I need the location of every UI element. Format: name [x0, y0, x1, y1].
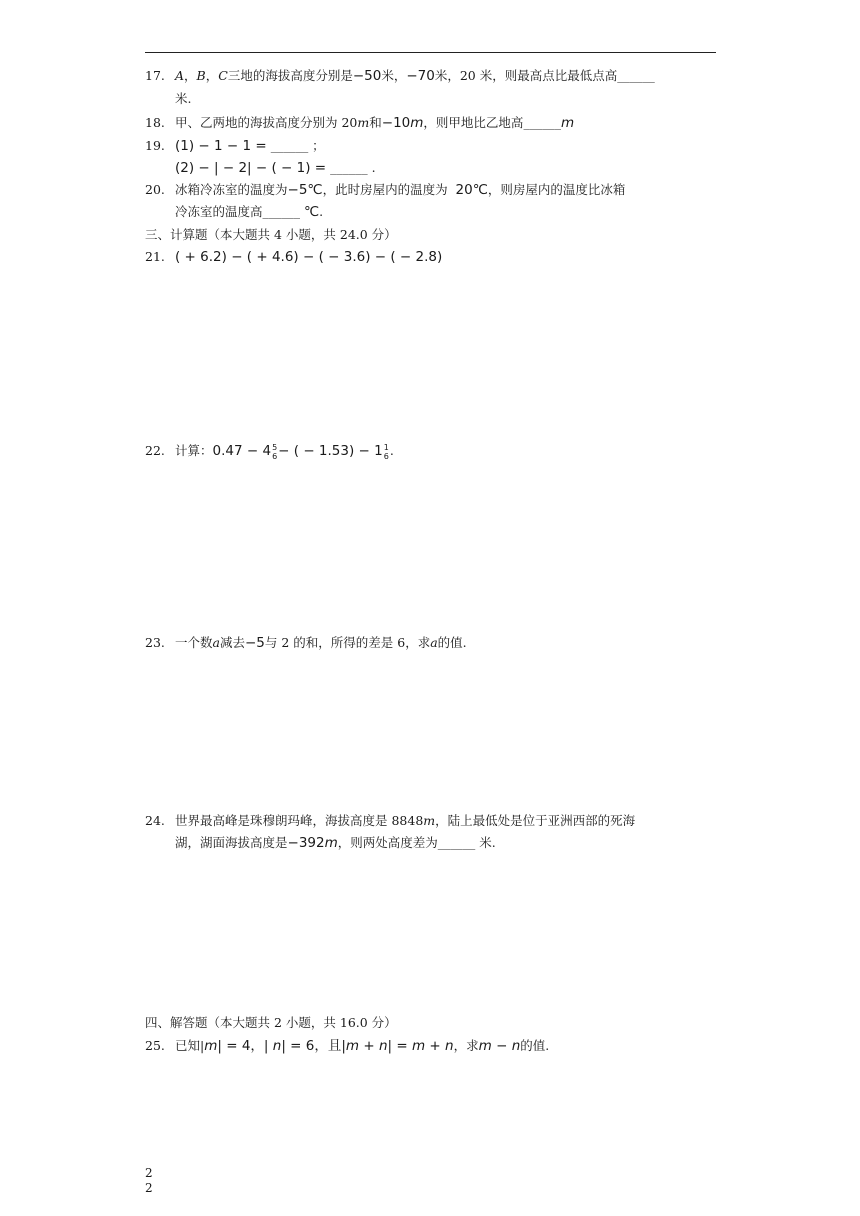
var-n: n — [378, 1038, 388, 1054]
question-text — [175, 114, 574, 132]
question-19-part-2 — [175, 159, 376, 177]
text-fragment: 的值. — [520, 1038, 550, 1053]
text-fragment: − — [491, 1038, 512, 1054]
text-fragment: 米，20 米，则最高点比最低点高 — [434, 68, 618, 83]
question-24-line2 — [175, 834, 496, 852]
text-fragment: ，此时房屋内的温度为 — [322, 182, 448, 197]
fraction-denominator: 6 — [272, 451, 278, 461]
fraction-denominator: 6 — [383, 451, 389, 461]
text-fragment: ，则房屋内的温度比冰箱 — [487, 182, 626, 197]
question-number: 20. — [145, 182, 165, 197]
math-value: −5℃ — [287, 182, 323, 198]
var-m: m — [411, 1038, 426, 1054]
question-number: 18. — [145, 115, 165, 130]
text-fragment: 与 2 的和，所得的差是 6，求 — [264, 635, 431, 650]
text-fragment: | = — [387, 1038, 412, 1054]
question-20-line2 — [175, 203, 323, 221]
text-fragment: . — [389, 443, 394, 458]
unit: m — [423, 813, 436, 828]
text-fragment: 甲、乙两地的海拔高度分别为 20 — [175, 115, 358, 130]
var-b: B — [196, 68, 206, 83]
section-heading-3: 三、计算题（本大题共 4 小题，共 24.0 分） — [145, 227, 397, 242]
text-fragment: | = 4，| — [217, 1038, 273, 1054]
text-fragment: ， — [205, 68, 219, 83]
unit: m — [560, 115, 575, 131]
var-a: a — [212, 635, 220, 650]
answer-blank[interactable]: ______ — [523, 115, 561, 130]
unit: m — [357, 115, 370, 130]
math-value: −50 — [352, 68, 382, 84]
text-fragment: . — [371, 160, 376, 175]
unit: m — [324, 835, 338, 851]
question-text — [175, 812, 635, 830]
question-number: 24. — [145, 813, 165, 828]
math-expression: (1) − 1 − 1 = — [175, 138, 267, 154]
math-value: −70 — [406, 68, 435, 84]
question-number: 25. — [145, 1038, 165, 1053]
question-text — [175, 442, 394, 461]
var-n: n — [511, 1038, 521, 1054]
var-m: m — [478, 1038, 492, 1054]
text-fragment: 三地的海拔高度分别是 — [227, 68, 353, 83]
answer-blank[interactable]: ______ — [270, 138, 309, 153]
fraction — [384, 443, 389, 461]
text-fragment: ，陆上最低处是位于亚洲西部的死海 — [435, 813, 636, 828]
section-heading-4: 四、解答题（本大题共 2 小题，共 16.0 分） — [145, 1015, 397, 1030]
math-value: 20℃ — [455, 182, 488, 198]
text-fragment: 已知| — [175, 1038, 205, 1053]
math-value: −10 — [381, 115, 411, 131]
question-number: 17. — [145, 68, 165, 83]
text-fragment: ， — [184, 68, 197, 83]
math-expression: − ( − 1.53) − 1 — [278, 443, 383, 459]
text-fragment: 冷冻室的温度高 — [175, 204, 263, 219]
text-fragment: ，则甲地比乙地高 — [423, 115, 524, 130]
var-m: m — [345, 1038, 360, 1054]
text-fragment: . — [319, 204, 324, 219]
question-number: 19. — [145, 138, 165, 153]
page-number-bottom: 2 — [145, 1181, 153, 1195]
text-fragment: 冰箱冷冻室的温度为 — [175, 182, 288, 197]
question-text — [175, 67, 655, 85]
answer-blank[interactable]: ______ — [262, 204, 301, 219]
fraction — [272, 443, 277, 461]
math-value: −5 — [244, 635, 265, 651]
var-a: a — [430, 635, 438, 650]
var-n: n — [445, 1038, 454, 1054]
question-17-line2: 米. — [175, 91, 192, 106]
question-text — [175, 634, 467, 652]
question-number: 23. — [145, 635, 165, 650]
fraction-numerator: 5 — [272, 442, 278, 452]
question-text — [175, 181, 625, 199]
text-fragment: 和 — [369, 115, 382, 130]
question-text — [175, 1037, 549, 1055]
text-fragment: 减去 — [219, 635, 245, 650]
text-fragment: ，求 — [453, 1038, 479, 1053]
math-value: ℃ — [304, 204, 320, 220]
text-fragment: 计算： — [175, 443, 213, 458]
math-value: −392 — [287, 835, 325, 851]
math-expression: ( + 6.2) − ( + 4.6) − ( − 3.6) − ( − 2.8) — [175, 249, 443, 265]
var-n: n — [272, 1038, 282, 1054]
text-fragment: 世界最高峰是珠穆朗玛峰，海拔高度是 8848 — [175, 813, 424, 828]
text-fragment: ； — [312, 138, 325, 153]
text-fragment: ，则两处高度差为 — [337, 835, 438, 850]
text-fragment: + — [425, 1038, 446, 1054]
math-expression: (2) − | − 2| − ( − 1) = — [175, 160, 327, 176]
question-number: 22. — [145, 443, 165, 458]
text-fragment: 一个数 — [175, 635, 213, 650]
page-number-top: 2 — [145, 1166, 153, 1180]
var-c: C — [218, 68, 228, 83]
text-fragment: 米. — [479, 835, 496, 850]
text-fragment: + — [359, 1038, 379, 1054]
fraction-numerator: 1 — [383, 442, 389, 452]
text-fragment: | = 6，且| — [281, 1038, 346, 1054]
text-fragment: 的值. — [437, 635, 467, 650]
answer-blank[interactable]: ______ — [617, 68, 655, 83]
answer-blank[interactable]: ______ — [437, 835, 476, 850]
math-expression: 0.47 − 4 — [212, 443, 272, 459]
text-fragment: 米， — [381, 68, 407, 83]
text-fragment: 湖，湖面海拔高度是 — [175, 835, 288, 850]
header-rule — [145, 52, 716, 53]
answer-blank[interactable]: ______ — [330, 160, 368, 175]
question-part-1 — [175, 137, 325, 155]
unit: m — [410, 115, 424, 131]
var-m: m — [204, 1038, 218, 1054]
var-a: A — [175, 68, 185, 83]
question-number: 21. — [145, 249, 165, 264]
